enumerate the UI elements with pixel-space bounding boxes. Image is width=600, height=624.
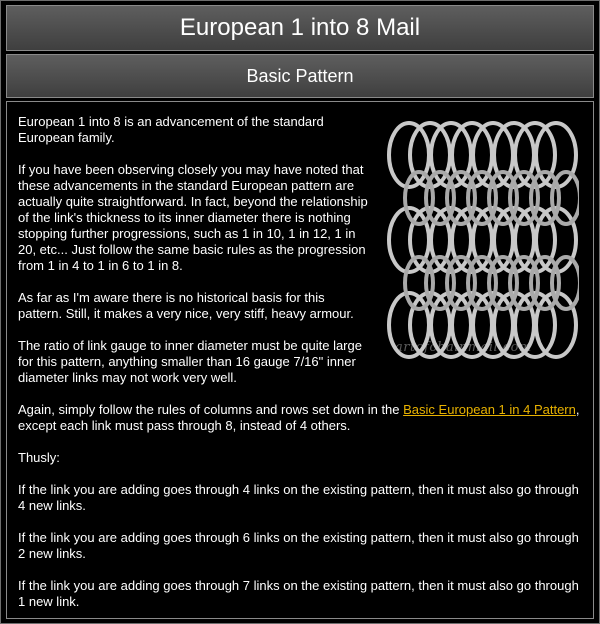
rules-text-pre: Again, simply follow the rules of columns and rows set down in the	[18, 402, 404, 417]
chainmail-rings-graphic	[383, 120, 579, 360]
paragraph-rule-7: If the link you are adding goes through 7 links on the existing pattern, then it must also go through 1 new link.	[18, 578, 579, 609]
page-title	[6, 5, 594, 51]
section-title	[6, 54, 594, 98]
paragraph-intro: European 1 into 8 is an advancement of the standard European family.	[18, 114, 324, 145]
watermark: artofchainmail.com	[395, 340, 532, 355]
chainmail-image	[383, 120, 579, 360]
rules-text-post: , except each link must pass through 8, instead of 4 others.	[18, 402, 580, 433]
content-panel	[6, 101, 594, 619]
paragraph-rules	[18, 402, 582, 434]
ring	[552, 257, 579, 309]
paragraph-historical: As far as I'm aware there is no historical basis for this pattern. Still, it makes a very nice, very stiff, heavy armour.	[18, 290, 354, 321]
basic-european-link[interactable]: Basic European 1 in 4 Pattern	[403, 402, 576, 417]
paragraph-advancements: If you have been observing closely you may have noted that these advancements in the standard European pattern are actually quite straightforward. In fact, beyond the relationship of the link's thickness to its inner diameter there is nothing stopping further progressions, such as 1 in 10, 1 in 12, 1 in 20, etc... Just follow the same basic rules as the progression from 1 in 4 to 1 in 6 to 1 in 8.	[18, 162, 368, 273]
paragraph-thusly: Thusly:	[18, 450, 60, 465]
paragraph-rule-6: If the link you are adding goes through 6 links on the existing pattern, then it must also go through 2 new links.	[18, 530, 579, 561]
ring	[552, 172, 579, 224]
paragraph-rule-4: If the link you are adding goes through 4 links on the existing pattern, then it must also go through 4 new links.	[18, 482, 579, 513]
paragraph-ratio: The ratio of link gauge to inner diameter must be quite large for this pattern, anything smaller than 16 gauge 7/16" inner diameter links may not work very well.	[18, 338, 362, 385]
page-title-text: European 1 into 8 Mail	[179, 14, 421, 41]
section-title-text: Basic Pattern	[246, 65, 354, 86]
